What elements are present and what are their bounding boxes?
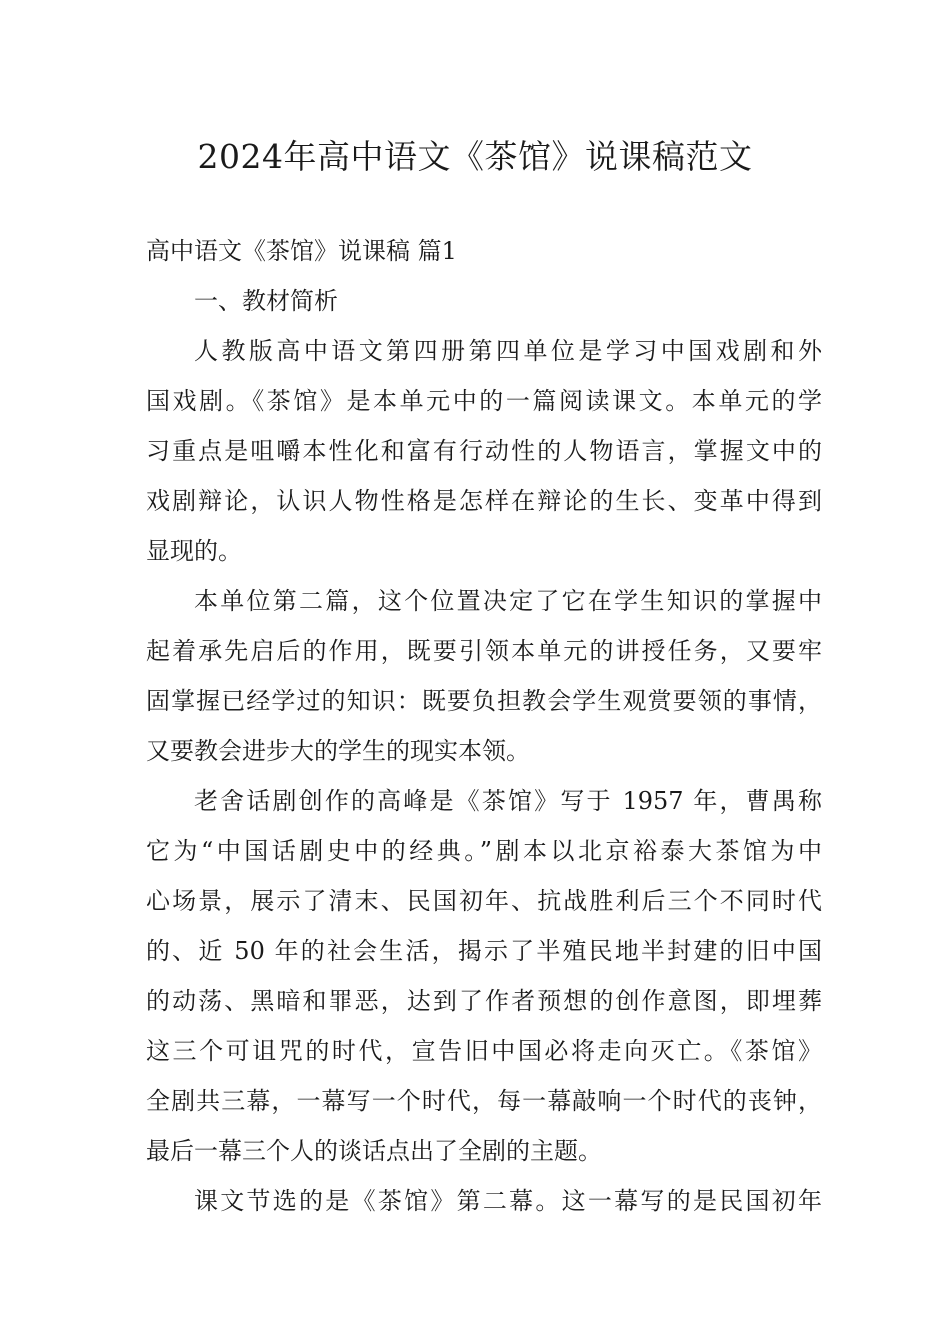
paragraph-line: 这三个可诅咒的时代，宣告旧中国必将走向灭亡。《茶馆》 xyxy=(146,1037,822,1065)
paragraph-line: 本单位第二篇，这个位置决定了它在学生知识的掌握中 xyxy=(194,587,822,615)
paragraph-line: 课文节选的是《茶馆》第二幕。这一幕写的是民国初年 xyxy=(194,1187,822,1215)
paragraph-3 xyxy=(146,776,822,1176)
paragraph-line: 的、近 50 年的社会生活，揭示了半殖民地半封建的旧中国 xyxy=(146,937,822,965)
paragraph-line: 国戏剧。《茶馆》是本单元中的一篇阅读课文。本单元的学 xyxy=(146,387,822,415)
section-heading: 高中语文《茶馆》说课稿 篇1 xyxy=(146,237,457,265)
paragraph-line: 习重点是咀嚼本性化和富有行动性的人物语言，掌握文中的 xyxy=(146,437,822,465)
paragraph-line: 又要教会进步大的学生的现实本领。 xyxy=(146,737,530,765)
paragraph-1 xyxy=(146,326,822,576)
paragraph-line: 心场景，展示了清末、民国初年、抗战胜利后三个不同时代 xyxy=(146,887,822,915)
document-title: 2024年高中语文《茶馆》说课稿范文 xyxy=(197,137,753,176)
subheading: 一、教材简析 xyxy=(194,287,338,315)
paragraph-line: 人教版高中语文第四册第四单位是学习中国戏剧和外 xyxy=(194,337,822,365)
paragraph-line: 它为“中国话剧史中的经典。”剧本以北京裕泰大茶馆为中 xyxy=(146,837,822,865)
document-body xyxy=(146,226,822,1226)
paragraph-line: 固掌握已经学过的知识：既要负担教会学生观赏要领的事情， xyxy=(146,687,822,715)
paragraph-line: 老舍话剧创作的高峰是《茶馆》写于 1957 年，曹禺称 xyxy=(194,787,822,815)
paragraph-line: 最后一幕三个人的谈话点出了全剧的主题。 xyxy=(146,1137,602,1165)
paragraph-2 xyxy=(146,576,822,776)
paragraph-4 xyxy=(146,1176,822,1226)
paragraph-line: 的动荡、黑暗和罪恶，达到了作者预想的创作意图，即埋葬 xyxy=(146,987,822,1015)
paragraph-line: 全剧共三幕，一幕写一个时代，每一幕敲响一个时代的丧钟， xyxy=(146,1087,822,1115)
paragraph-line: 起着承先启后的作用，既要引领本单元的讲授任务，又要牢 xyxy=(146,637,822,665)
paragraph-line: 戏剧辩论，认识人物性格是怎样在辩论的生长、变革中得到 xyxy=(146,487,822,515)
paragraph-line: 显现的。 xyxy=(146,537,242,565)
